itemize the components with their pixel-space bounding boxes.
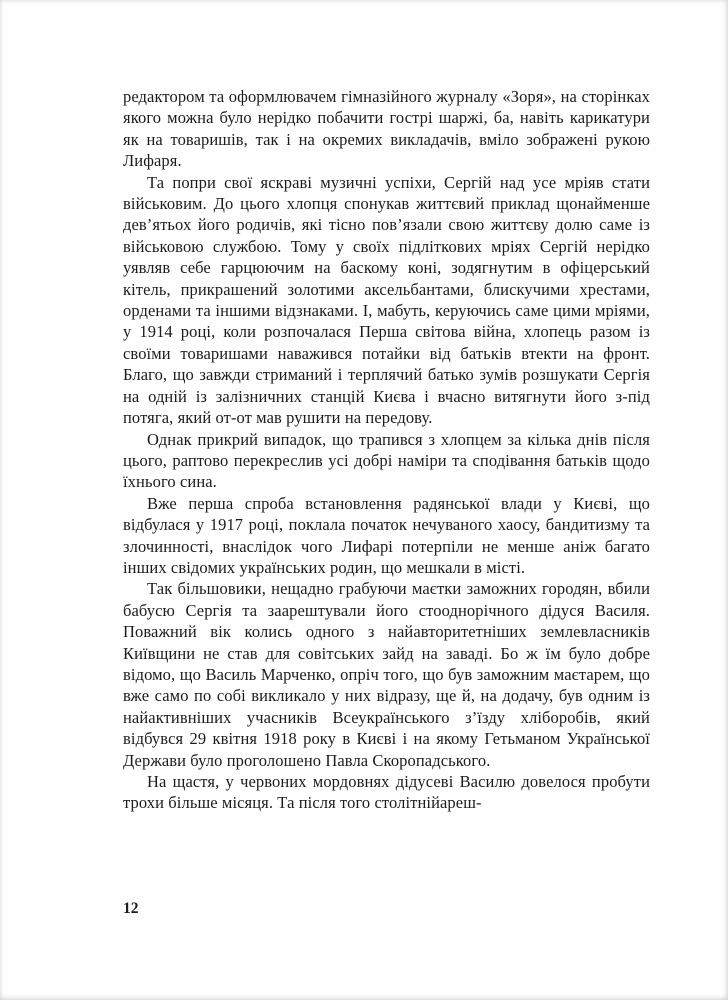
page-number: 12 [123,900,139,917]
paragraph: Та попри свої яскраві музичні успіхи, Сергій над усе мріяв стати військовим. До цього хлопця спонукав життєвий приклад щонайменше дев’ятьох його родичів, які тісно пов’язали свою життєву долю саме із військовою службою. Тому у своїх підліткових мріях Сергій нерідко уявляв себе гарцюючим на баскому коні, зодягнутим в офіцерський кітель, прикрашений золотими аксельбантами, блискучими хрестами, орденами та іншими відзнаками. І, мабуть, керуючись саме цими мріями, у 1914 році, коли розпочалася Перша світова війна, хлопець разом із своїми товаришами наважився потайки від батьків втекти на фронт. Благо, що завжди стриманий і терплячий батько зумів розшукати Сергія на одній із залізничних станцій Києва і вчасно витягнути його з-під потяга, який от-от мав рушити на передову. [123,172,650,428]
body-text [123,86,650,814]
paragraph: Вже перша спроба встановлення радянської влади у Києві, що відбулася у 1917 році, поклала початок нечуваного хаосу, бандитизму та злочинності, внаслідок чого Лифарі потерпіли не менше аніж багато інших свідомих українських родин, що мешкали в місті. [123,493,650,577]
paragraph: На щастя, у червоних мордовнях дідусеві Василю довелося пробути трохи більше місяця. Та після того столітнійареш- [123,772,650,813]
paragraph: Однак прикрий випадок, що трапився з хлопцем за кілька днів після цього, раптово перекреслив усі добрі наміри та сподівання батьків щодо їхнього сина. [123,429,650,492]
paragraph: Так більшовики, нещадно грабуючи маєтки заможних городян, вбили бабусю Сергія та заарештували його стооднорічного дідуся Василя. Поважний вік колись одного з найавторитетніших землевласників Київщини не став для совітських зайд на заваді. Бо ж їм було добре відомо, що Василь Марченко, опріч того, що був заможним маєтарем, що вже само по собі викликало у них відразу, ще й, на додачу, був одним із найактивніших учасників Всеукраїнського з’їзду хліборобів, який відбувся 29 квітня 1918 року в Києві і на якому Гетьманом Української Держави було проголошено Павла Скоропадського. [123,579,650,770]
paragraph-continuation: редактором та оформлювачем гімназійного журналу «Зоря», на сторінках якого можна було нерідко побачити гострі шаржі, ба, навіть карикатури як на товаришів, так і на окремих викладачів, вміло зображені рукою Лифаря. [123,87,650,171]
